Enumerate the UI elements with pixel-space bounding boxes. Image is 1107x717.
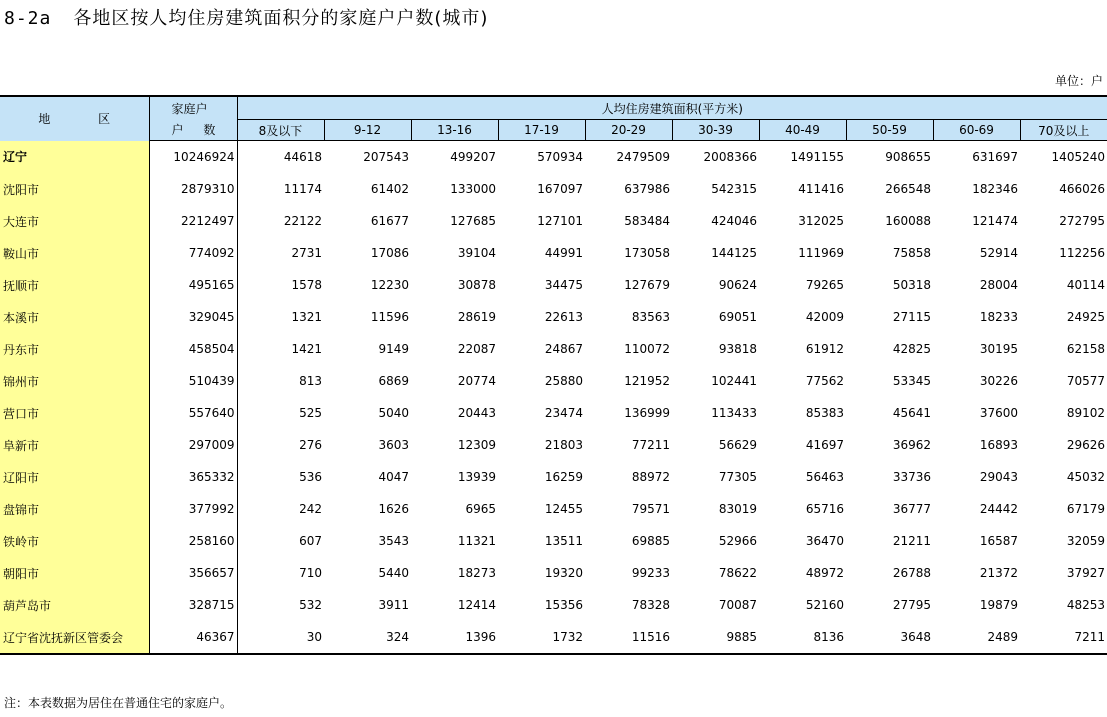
table-row (0, 525, 1107, 557)
value-cell: 242 (299, 502, 322, 516)
value-cell: 173058 (624, 246, 670, 260)
value-cell: 21803 (544, 438, 583, 452)
value-cell: 79265 (805, 278, 844, 292)
area-group-header: 人均住房建筑面积(平方米) (237, 96, 1107, 120)
total-cell: 510439 (149, 365, 237, 397)
region-cell: 阜新市 (0, 429, 149, 461)
value-cell: 75858 (892, 246, 931, 260)
value-cell: 133000 (450, 182, 496, 196)
value-cell: 45641 (892, 406, 931, 420)
value-cell: 39104 (457, 246, 496, 260)
category-header: 50-59 (846, 120, 933, 141)
total-cell: 774092 (149, 237, 237, 269)
total-cell: 46367 (149, 621, 237, 654)
value-cell: 33736 (892, 470, 931, 484)
value-cell: 24925 (1066, 310, 1105, 324)
value-cell: 30878 (457, 278, 496, 292)
value-cell: 12230 (370, 278, 409, 292)
value-cell: 466026 (1059, 182, 1105, 196)
value-cell: 29043 (979, 470, 1018, 484)
value-cell: 276 (299, 438, 322, 452)
value-cell: 52160 (805, 598, 844, 612)
value-cell: 272795 (1059, 214, 1105, 228)
value-cell: 1396 (411, 621, 498, 654)
table-row (0, 621, 1107, 654)
value-cell: 136999 (624, 406, 670, 420)
value-cell: 93818 (718, 342, 757, 356)
value-cell: 9885 (672, 621, 759, 654)
value-cell: 499207 (450, 150, 496, 164)
value-cell: 536 (299, 470, 322, 484)
value-cell: 542315 (711, 182, 757, 196)
table-row (0, 141, 1107, 174)
value-cell: 28619 (457, 310, 496, 324)
value-cell: 8136 (759, 621, 846, 654)
category-header: 8及以下 (237, 120, 324, 141)
value-cell: 637986 (624, 182, 670, 196)
total-cell: 328715 (149, 589, 237, 621)
value-cell: 37927 (1066, 566, 1105, 580)
table-row (0, 429, 1107, 461)
value-cell: 99233 (631, 566, 670, 580)
value-cell: 121952 (624, 374, 670, 388)
value-cell: 127685 (450, 214, 496, 228)
value-cell: 266548 (885, 182, 931, 196)
value-cell: 65716 (805, 502, 844, 516)
table-row (0, 301, 1107, 333)
value-cell: 30226 (979, 374, 1018, 388)
value-cell: 631697 (972, 150, 1018, 164)
value-cell: 15356 (544, 598, 583, 612)
table-row (0, 269, 1107, 301)
value-cell: 2479509 (616, 150, 670, 164)
value-cell: 30 (237, 621, 324, 654)
value-cell: 3911 (378, 598, 409, 612)
value-cell: 13939 (457, 470, 496, 484)
value-cell: 78328 (631, 598, 670, 612)
region-cell: 辽宁 (0, 141, 149, 174)
table-row (0, 589, 1107, 621)
table-code: 8-2a (4, 8, 52, 29)
value-cell: 102441 (711, 374, 757, 388)
value-cell: 12455 (544, 502, 583, 516)
value-cell: 70577 (1066, 374, 1105, 388)
value-cell: 83019 (718, 502, 757, 516)
total-cell: 2879310 (149, 173, 237, 205)
value-cell: 1321 (291, 310, 322, 324)
category-header: 9-12 (324, 120, 411, 141)
value-cell: 30195 (979, 342, 1018, 356)
value-cell: 67179 (1066, 502, 1105, 516)
value-cell: 2731 (291, 246, 322, 260)
data-table (0, 95, 1107, 655)
value-cell: 1626 (378, 502, 409, 516)
value-cell: 42009 (805, 310, 844, 324)
value-cell: 18273 (457, 566, 496, 580)
value-cell: 56463 (805, 470, 844, 484)
value-cell: 3648 (846, 621, 933, 654)
value-cell: 11174 (283, 182, 322, 196)
region-cell: 锦州市 (0, 365, 149, 397)
value-cell: 424046 (711, 214, 757, 228)
value-cell: 62158 (1066, 342, 1105, 356)
value-cell: 36777 (892, 502, 931, 516)
table-row (0, 493, 1107, 525)
value-cell: 16587 (979, 534, 1018, 548)
value-cell: 127679 (624, 278, 670, 292)
region-cell: 丹东市 (0, 333, 149, 365)
value-cell: 525 (299, 406, 322, 420)
value-cell: 1421 (291, 342, 322, 356)
value-cell: 3543 (378, 534, 409, 548)
value-cell: 25880 (544, 374, 583, 388)
category-header: 70及以上 (1020, 120, 1107, 141)
category-header: 13-16 (411, 120, 498, 141)
table-row (0, 461, 1107, 493)
value-cell: 41697 (805, 438, 844, 452)
value-cell: 36470 (805, 534, 844, 548)
value-cell: 17086 (370, 246, 409, 260)
value-cell: 4047 (378, 470, 409, 484)
value-cell: 111969 (798, 246, 844, 260)
value-cell: 56629 (718, 438, 757, 452)
value-cell: 37600 (979, 406, 1018, 420)
total-cell: 458504 (149, 333, 237, 365)
category-header: 17-19 (498, 120, 585, 141)
value-cell: 21372 (979, 566, 1018, 580)
value-cell: 28004 (979, 278, 1018, 292)
value-cell: 70087 (718, 598, 757, 612)
region-cell: 朝阳市 (0, 557, 149, 589)
total-cell: 10246924 (149, 141, 237, 174)
value-cell: 2489 (933, 621, 1020, 654)
total-cell: 2212497 (149, 205, 237, 237)
total-cell: 258160 (149, 525, 237, 557)
value-cell: 324 (324, 621, 411, 654)
category-header: 60-69 (933, 120, 1020, 141)
value-cell: 53345 (892, 374, 931, 388)
value-cell: 112256 (1059, 246, 1105, 260)
table-title: 各地区按人均住房建筑面积分的家庭户户数(城市) (73, 8, 489, 29)
table-row (0, 237, 1107, 269)
table-row (0, 173, 1107, 205)
value-cell: 45032 (1066, 470, 1105, 484)
value-cell: 85383 (805, 406, 844, 420)
value-cell: 110072 (624, 342, 670, 356)
region-cell: 葫芦岛市 (0, 589, 149, 621)
region-cell: 辽阳市 (0, 461, 149, 493)
value-cell: 6869 (378, 374, 409, 388)
table-row (0, 397, 1107, 429)
region-cell: 辽宁省沈抚新区管委会 (0, 621, 149, 654)
value-cell: 40114 (1066, 278, 1105, 292)
value-cell: 113433 (711, 406, 757, 420)
value-cell: 77562 (805, 374, 844, 388)
region-cell: 鞍山市 (0, 237, 149, 269)
value-cell: 127101 (537, 214, 583, 228)
value-cell: 42825 (892, 342, 931, 356)
value-cell: 61912 (805, 342, 844, 356)
region-cell: 铁岭市 (0, 525, 149, 557)
total-cell: 377992 (149, 493, 237, 525)
value-cell: 69051 (718, 310, 757, 324)
value-cell: 9149 (378, 342, 409, 356)
value-cell: 13511 (544, 534, 583, 548)
value-cell: 36962 (892, 438, 931, 452)
value-cell: 570934 (537, 150, 583, 164)
value-cell: 78622 (718, 566, 757, 580)
value-cell: 1491155 (790, 150, 844, 164)
value-cell: 61677 (370, 214, 409, 228)
value-cell: 83563 (631, 310, 670, 324)
value-cell: 44618 (283, 150, 322, 164)
total-cell: 356657 (149, 557, 237, 589)
value-cell: 16259 (544, 470, 583, 484)
value-cell: 44991 (544, 246, 583, 260)
total-cell: 495165 (149, 269, 237, 301)
value-cell: 2008366 (703, 150, 757, 164)
value-cell: 34475 (544, 278, 583, 292)
region-cell: 营口市 (0, 397, 149, 429)
table-row (0, 365, 1107, 397)
table-body (0, 141, 1107, 655)
total-cell: 365332 (149, 461, 237, 493)
value-cell: 144125 (711, 246, 757, 260)
value-cell: 50318 (892, 278, 931, 292)
value-cell: 32059 (1066, 534, 1105, 548)
total-header-line2: 户 数 (149, 120, 237, 141)
value-cell: 207543 (363, 150, 409, 164)
value-cell: 1405240 (1051, 150, 1105, 164)
value-cell: 20774 (457, 374, 496, 388)
value-cell: 5440 (378, 566, 409, 580)
value-cell: 89102 (1066, 406, 1105, 420)
total-cell: 297009 (149, 429, 237, 461)
value-cell: 24867 (544, 342, 583, 356)
value-cell: 22087 (457, 342, 496, 356)
value-cell: 22122 (283, 214, 322, 228)
value-cell: 88972 (631, 470, 670, 484)
value-cell: 48253 (1066, 598, 1105, 612)
header-row-2 (0, 120, 1107, 141)
unit-label: 单位：户 (1054, 74, 1103, 88)
table-row (0, 333, 1107, 365)
value-cell: 27795 (892, 598, 931, 612)
page-title (4, 4, 488, 30)
value-cell: 16893 (979, 438, 1018, 452)
value-cell: 532 (299, 598, 322, 612)
value-cell: 710 (299, 566, 322, 580)
value-cell: 69885 (631, 534, 670, 548)
value-cell: 20443 (457, 406, 496, 420)
region-cell: 大连市 (0, 205, 149, 237)
value-cell: 1732 (498, 621, 585, 654)
total-cell: 329045 (149, 301, 237, 333)
value-cell: 3603 (378, 438, 409, 452)
value-cell: 23474 (544, 406, 583, 420)
value-cell: 813 (299, 374, 322, 388)
value-cell: 22613 (544, 310, 583, 324)
category-header: 40-49 (759, 120, 846, 141)
region-cell: 沈阳市 (0, 173, 149, 205)
total-header-line1: 家庭户 (149, 96, 237, 120)
value-cell: 11321 (457, 534, 496, 548)
value-cell: 411416 (798, 182, 844, 196)
value-cell: 18233 (979, 310, 1018, 324)
value-cell: 90624 (718, 278, 757, 292)
table-row (0, 557, 1107, 589)
value-cell: 77211 (631, 438, 670, 452)
header-row-1 (0, 96, 1107, 120)
value-cell: 182346 (972, 182, 1018, 196)
region-cell: 盘锦市 (0, 493, 149, 525)
region-cell: 本溪市 (0, 301, 149, 333)
value-cell: 19320 (544, 566, 583, 580)
value-cell: 5040 (378, 406, 409, 420)
value-cell: 79571 (631, 502, 670, 516)
category-header: 30-39 (672, 120, 759, 141)
value-cell: 160088 (885, 214, 931, 228)
value-cell: 26788 (892, 566, 931, 580)
value-cell: 19879 (979, 598, 1018, 612)
footnote: 注：本表数据为居住在普通住宅的家庭户。 (4, 696, 233, 710)
category-header: 20-29 (585, 120, 672, 141)
region-header: 地 区 (0, 96, 149, 141)
value-cell: 27115 (892, 310, 931, 324)
value-cell: 52914 (979, 246, 1018, 260)
value-cell: 7211 (1020, 621, 1107, 654)
value-cell: 908655 (885, 150, 931, 164)
value-cell: 312025 (798, 214, 844, 228)
value-cell: 48972 (805, 566, 844, 580)
value-cell: 12309 (457, 438, 496, 452)
value-cell: 1578 (291, 278, 322, 292)
value-cell: 121474 (972, 214, 1018, 228)
value-cell: 52966 (718, 534, 757, 548)
value-cell: 12414 (457, 598, 496, 612)
total-cell: 557640 (149, 397, 237, 429)
value-cell: 6965 (465, 502, 496, 516)
region-cell: 抚顺市 (0, 269, 149, 301)
value-cell: 11516 (585, 621, 672, 654)
value-cell: 11596 (370, 310, 409, 324)
value-cell: 77305 (718, 470, 757, 484)
value-cell: 61402 (370, 182, 409, 196)
value-cell: 583484 (624, 214, 670, 228)
table-row (0, 205, 1107, 237)
value-cell: 21211 (892, 534, 931, 548)
value-cell: 607 (299, 534, 322, 548)
value-cell: 167097 (537, 182, 583, 196)
value-cell: 24442 (979, 502, 1018, 516)
value-cell: 29626 (1066, 438, 1105, 452)
